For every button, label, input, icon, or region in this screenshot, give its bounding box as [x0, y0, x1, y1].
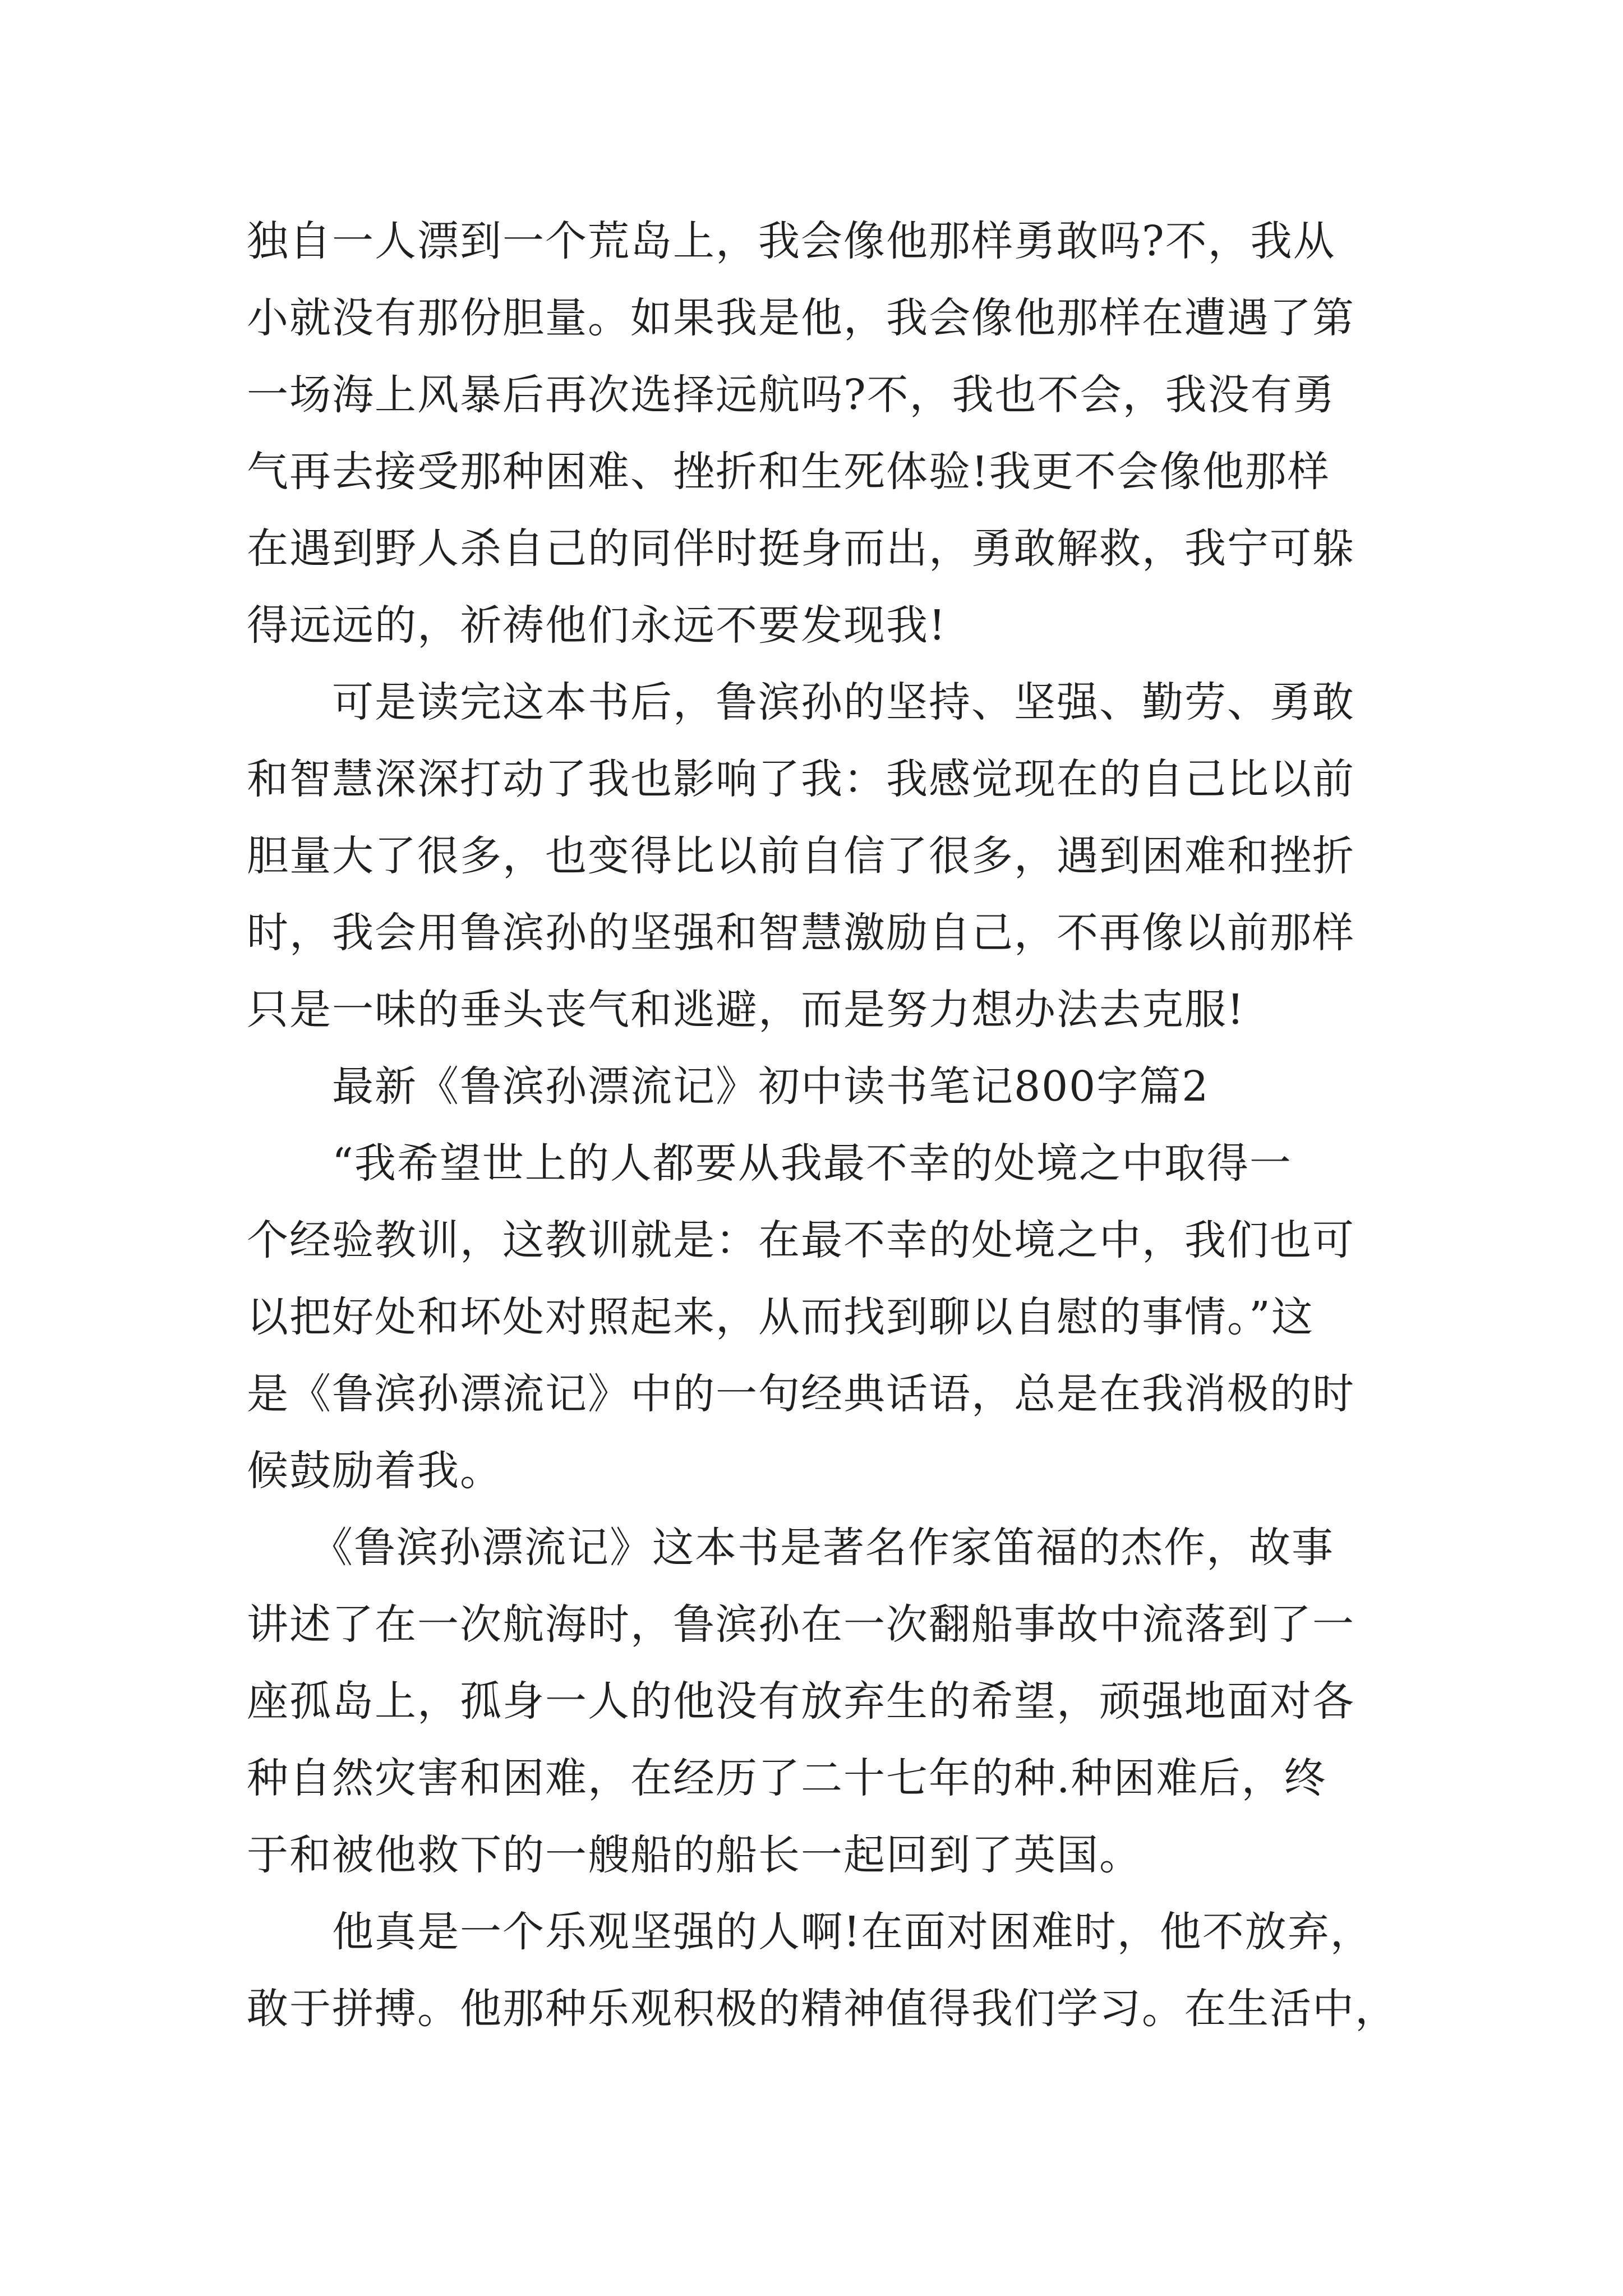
text-line: 候鼓励着我。 [247, 1447, 502, 1495]
text-line: 在遇到野人杀自己的同伴时挺身而出，勇敢解救，我宁可躲 [247, 524, 1355, 573]
text-line: 敢于拼搏。他那种乐观积极的精神值得我们学习。在生活中， [247, 1985, 1398, 2033]
text-line: 是《鲁滨孙漂流记》中的一句经典话语，总是在我消极的时 [247, 1370, 1355, 1418]
text-line: 以把好处和坏处对照起来，从而找到聊以自慰的事情。”这 [247, 1293, 1314, 1341]
text-line: 种自然灾害和困难，在经历了二十七年的种.种困难后，终 [247, 1754, 1327, 1802]
text-line: 胆量大了很多，也变得比以前自信了很多，遇到困难和挫折 [247, 832, 1355, 880]
text-line: 小就没有那份胆量。如果我是他，我会像他那样在遭遇了第 [247, 294, 1355, 342]
section-heading: 最新《鲁滨孙漂流记》初中读书笔记800字篇2 [247, 1062, 1210, 1111]
text-line: 他真是一个乐观坚强的人啊!在面对困难时，他不放弃， [247, 1908, 1373, 1956]
text-line: 于和被他救下的一艘船的船长一起回到了英国。 [247, 1831, 1142, 1879]
text-line: 讲述了在一次航海时，鲁滨孙在一次翻船事故中流落到了一 [247, 1600, 1355, 1649]
text-line: 个经验教训，这教训就是：在最不幸的处境之中，我们也可 [247, 1216, 1355, 1264]
text-line: 和智慧深深打动了我也影响了我：我感觉现在的自己比以前 [247, 755, 1355, 803]
text-line: 时，我会用鲁滨孙的坚强和智慧激励自己，不再像以前那样 [247, 909, 1355, 957]
text-line: 座孤岛上，孤身一人的他没有放弃生的希望，顽强地面对各 [247, 1677, 1355, 1726]
text-line: “我希望世上的人都要从我最不幸的处境之中取得一 [247, 1139, 1292, 1188]
text-line: 一场海上风暴后再次选择远航吗?不，我也不会，我没有勇 [247, 371, 1336, 419]
text-line: 《鲁滨孙漂流记》这本书是著名作家笛福的杰作，故事 [247, 1524, 1334, 1572]
text-line: 气再去接受那种困难、挫折和生死体验!我更不会像他那样 [247, 448, 1330, 496]
text-line: 得远远的，祈祷他们永远不要发现我! [247, 601, 947, 650]
text-line: 只是一味的垂头丧气和逃避，而是努力想办法去克服! [247, 986, 1245, 1034]
text-line: 独自一人漂到一个荒岛上，我会像他那样勇敢吗?不，我从 [247, 217, 1336, 265]
text-line: 可是读完这本书后，鲁滨孙的坚持、坚强、勤劳、勇敢 [247, 678, 1355, 726]
